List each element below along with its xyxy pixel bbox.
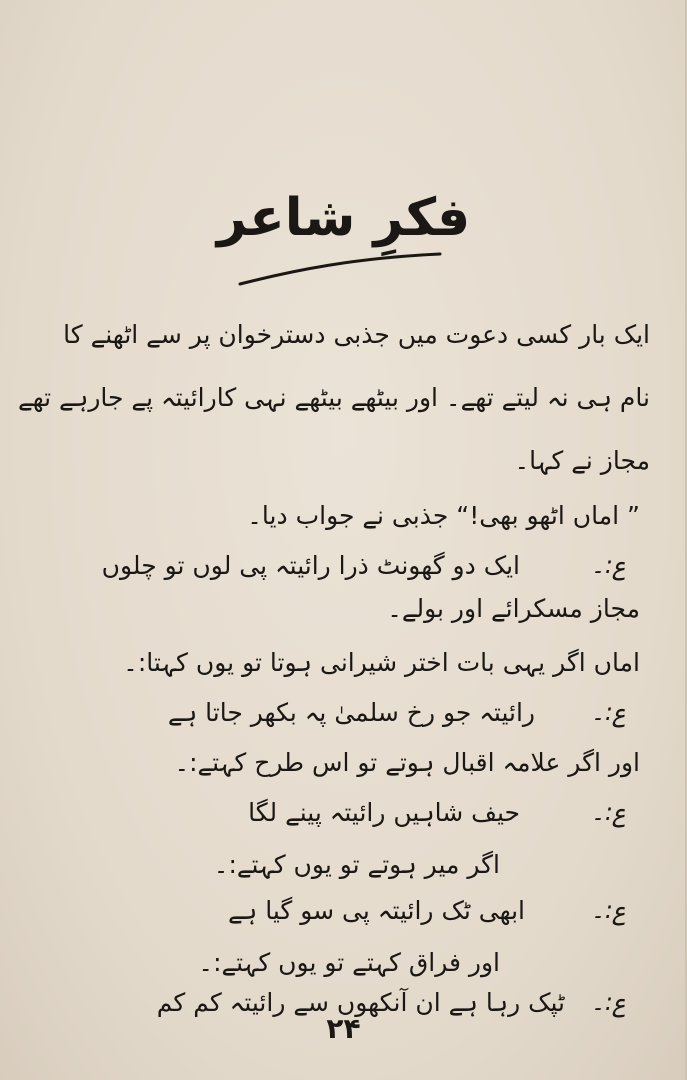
paragraph-line-6: اور اگر علامہ اقبال ہوتے تو اس طرح کہتے:۔: [174, 748, 640, 777]
page-number: ۲۴: [326, 1012, 361, 1045]
verse-marker: ع:۔: [590, 896, 627, 924]
verse-line-3: حیف شاہیں رائیتہ پینے لگا: [248, 798, 520, 827]
verse-line-5: ٹپک رہا ہے ان آنکھوں سے رائیتہ کم کم: [156, 988, 565, 1017]
paragraph-line-8: اور فراق کہتے تو یوں کہتے:۔: [198, 948, 500, 977]
verse-marker: ع:۔: [590, 551, 627, 579]
paragraph-line-4: مجاز مسکرائے اور بولے۔: [387, 594, 640, 623]
paragraph-line-2: نام ہی نہ لیتے تھے۔ اور بیٹھے بیٹھے نہی کارائیتہ پے جارہے تھے: [17, 383, 650, 412]
verse-line-4: ابھی ٹک رائیتہ پی سو گیا ہے: [227, 896, 525, 925]
quote-line: ” اماں اٹھو بھی!“ جذبی نے جواب دیا۔: [247, 501, 640, 530]
verse-marker: ع:۔: [590, 798, 627, 826]
paragraph-line-5: اماں اگر یہی بات اختر شیرانی ہوتا تو یوں کہتا:۔: [123, 648, 640, 677]
verse-marker: ع:۔: [590, 988, 627, 1016]
verse-marker: ع:۔: [590, 698, 627, 726]
paragraph-line-7: اگر میر ہوتے تو یوں کہتے:۔: [213, 850, 500, 879]
page-title: فکرِ شاعر: [216, 188, 471, 248]
verse-line-1: ایک دو گھونٹ ذرا رائیتہ پی لوں تو چلوں: [101, 551, 520, 580]
paragraph-line-3: مجاز نے کہا۔: [514, 446, 650, 475]
verse-line-2: رائیتہ جو رخ سلمیٰ پہ بکھر جاتا ہے: [167, 698, 535, 727]
title-underline-swash: [235, 250, 445, 290]
paragraph-line-1: ایک بار کسی دعوت میں جذبی دسترخوان پر سے اٹھنے کا: [63, 320, 650, 349]
